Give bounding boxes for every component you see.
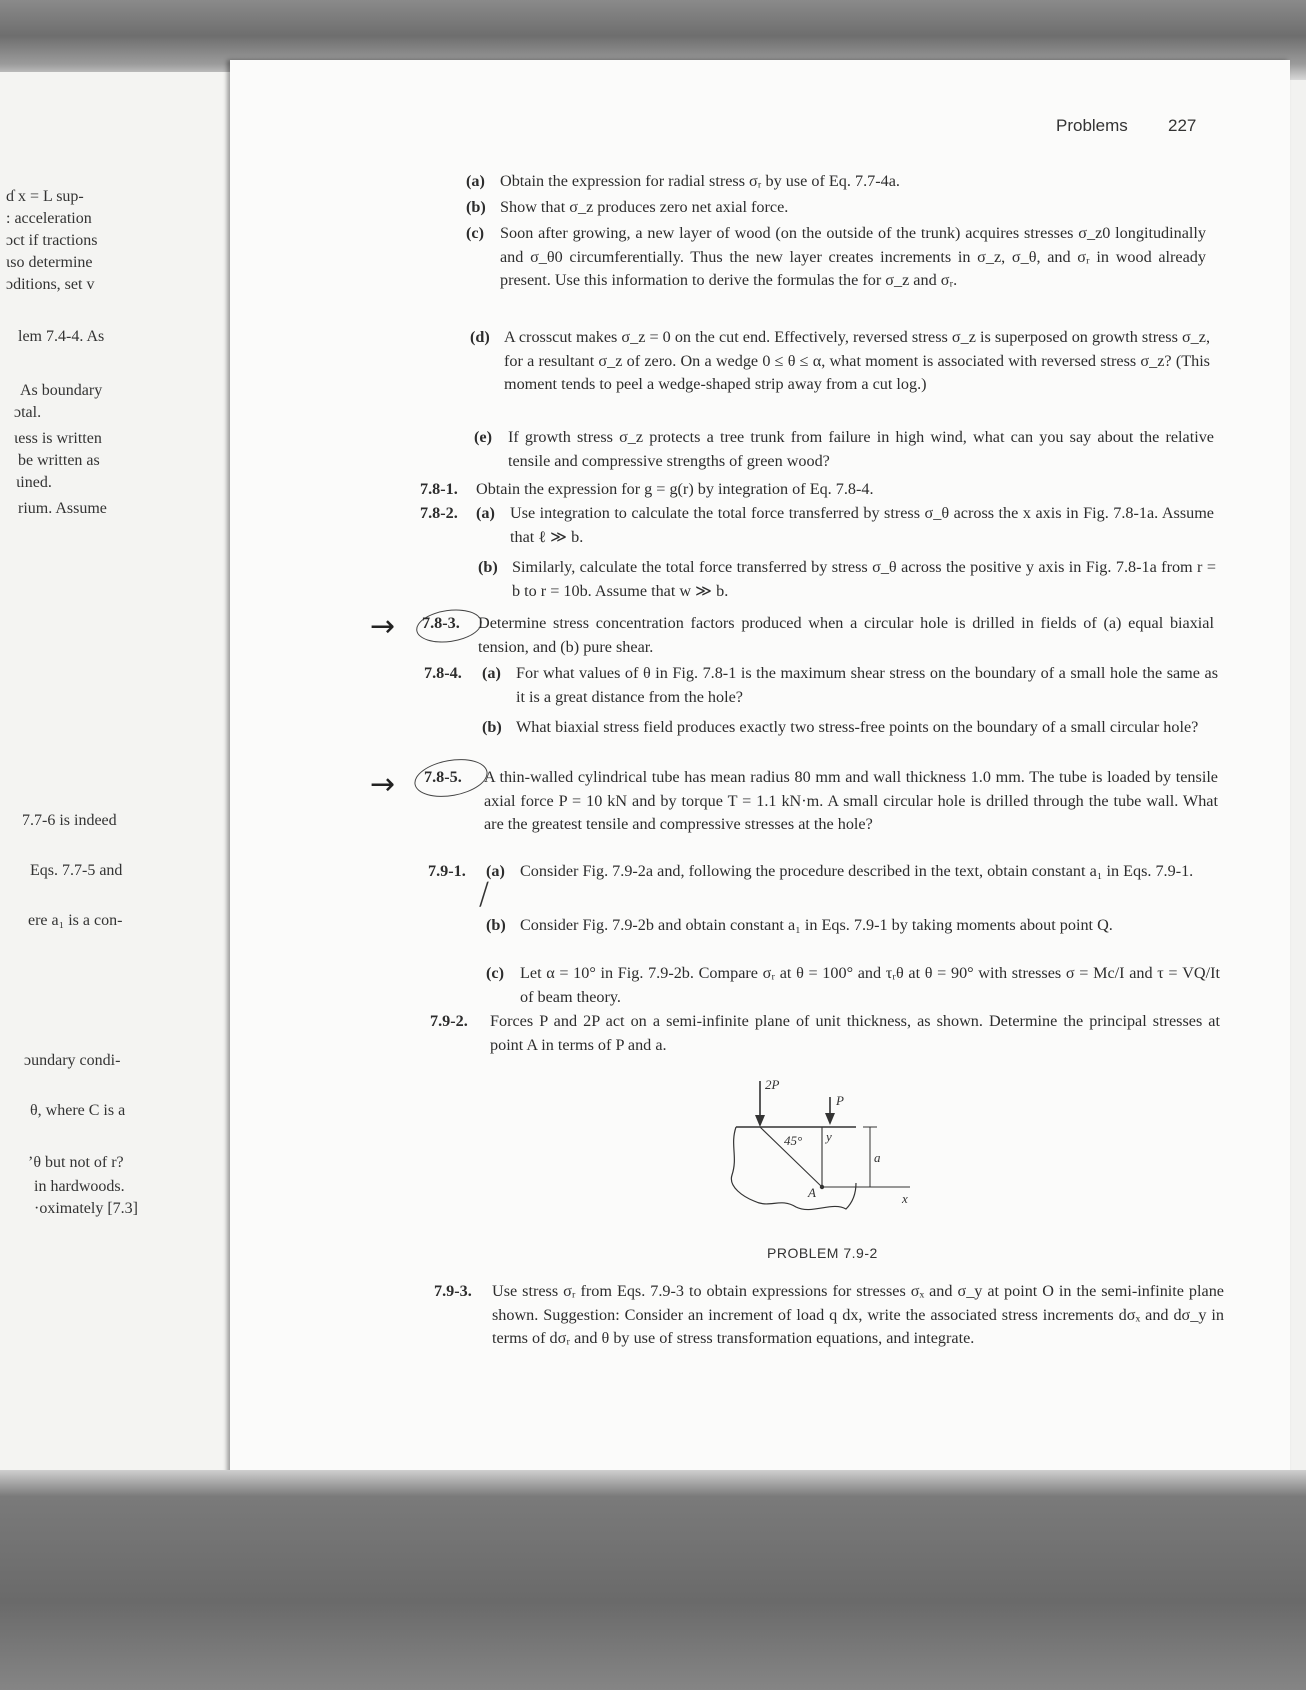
subpart-label: (a)	[476, 504, 495, 522]
subpart-text: Consider Fig. 7.9-2b and obtain constant a₁ in Eqs. 7.9-1 by taking moments about point Q.	[520, 916, 1113, 934]
running-head: Problems	[1056, 116, 1128, 135]
subpart-text: What biaxial stress field produces exactly two stress-free points on the boundary of a small circular hole?	[516, 718, 1199, 736]
subpart-e	[474, 426, 1214, 474]
left-line: lem 7.4-4. As	[18, 328, 105, 345]
left-line: ɗ x = L sup-	[6, 188, 84, 205]
label-x: x	[902, 1191, 908, 1206]
subpart-text: If growth stress σ_z protects a tree trunk from failure in high wind, what can you say about the relative tensile and compressive strengths of green wood?	[508, 428, 1214, 470]
subpart-label: (b)	[486, 916, 506, 934]
subpart-label: (c)	[486, 964, 504, 982]
left-line: As boundary	[20, 382, 103, 399]
subpart-b	[466, 196, 1206, 220]
problem-7-9-1	[428, 860, 1220, 1010]
problem-text: Use stress σᵣ from Eqs. 7.9-3 to obtain expressions for stresses σₓ and σ_y at point O in the semi-infinite plane shown. Suggestion: Consider an increment of load q dx, write the associated stress increments dσₓ and dσ_y in terms of dσᵣ and θ by use of stress transformation equations, and integrate.	[492, 1282, 1224, 1348]
subpart-label: (a)	[482, 664, 501, 682]
subpart-a	[486, 860, 1220, 908]
subpart-label: (d)	[470, 328, 490, 346]
problem-7-8-5	[424, 766, 1218, 862]
problem-number: 7.8-3.	[422, 614, 460, 632]
subpart-text: Obtain the expression for radial stress σᵣ by use of Eq. 7.7-4a.	[500, 172, 900, 190]
problem-number: 7.8-1.	[420, 480, 458, 498]
label-y: y	[826, 1129, 832, 1144]
left-line: Eqs. 7.7-5 and	[30, 862, 123, 879]
left-line: θ, where C is a	[30, 1102, 126, 1119]
figure-caption: PROBLEM 7.9-2	[767, 1245, 878, 1261]
left-line: ɔtal.	[14, 404, 42, 421]
problem-text: Obtain the expression for g = g(r) by integration of Eq. 7.8-4.	[476, 480, 874, 498]
scanner-shadow-bottom	[0, 1470, 1306, 1690]
label-a-point: A	[808, 1185, 816, 1200]
load-2p-arrowhead	[755, 1115, 765, 1127]
subpart-text: A crosscut makes σ_z = 0 on the cut end. Effectively, reversed stress σ_z is superposed on growth stress σ_z, for a resultant σ_z of zero. On a wedge 0 ≤ θ ≤ α, what moment is associated with reversed stress σ_z? (This moment tends to peel a wedge-shaped strip away from a cut log.)	[504, 328, 1210, 394]
subpart-text: Use integration to calculate the total force transferred by stress σ_θ across the x axis in Fig. 7.8-1a. Assume that ℓ ≫ b.	[510, 504, 1214, 546]
load-p-arrowhead	[825, 1113, 835, 1125]
left-line: ɔct if tractions	[6, 232, 98, 249]
handwritten-arrow: →	[370, 609, 396, 644]
problem-text: Forces P and 2P act on a semi-infinite plane of unit thickness, as shown. Determine the principal stresses at point A in terms of P and a.	[490, 1012, 1220, 1054]
left-line: ɩess is written	[14, 430, 102, 447]
problem-text: A thin-walled cylindrical tube has mean radius 80 mm and wall thickness 1.0 mm. The tube is loaded by tensile axial force P = 10 kN and by torque T = 1.1 kN·m. A small circular hole is drilled through the tube wall. What are the greatest tensile and compressive stresses at the hole?	[484, 768, 1218, 834]
problem-7-9-2	[430, 1010, 1220, 1058]
problem-number: 7.8-4.	[424, 664, 462, 682]
left-line: ere a₁ is a con-	[28, 912, 123, 929]
handwritten-arrow: →	[370, 767, 396, 802]
subpart-c	[466, 222, 1206, 318]
problem-number: 7.9-3.	[434, 1282, 472, 1300]
subpart-d	[470, 326, 1210, 422]
subpart-label: (b)	[478, 558, 498, 576]
left-line: ’θ but not of r?	[28, 1154, 124, 1171]
left-line: ·oximately [7.3]	[34, 1200, 138, 1217]
label-45deg: 45°	[784, 1133, 803, 1148]
left-line: ɩined.	[16, 474, 52, 491]
subpart-label: (c)	[466, 224, 484, 242]
subpart-text: Let α = 10° in Fig. 7.9-2b. Compare σᵣ at θ = 100° and τᵣθ at θ = 90° with stresses σ = Mc/I and τ = VQ/It of beam theory.	[520, 964, 1220, 1006]
left-page-edge	[0, 72, 230, 1472]
handwritten-tick: ╱	[476, 883, 492, 907]
subpart-label: (a)	[486, 862, 505, 880]
left-line: ɩso determine	[6, 254, 93, 271]
subpart-label: (a)	[466, 172, 485, 190]
label-a-dim: a	[874, 1150, 881, 1165]
problem-7-8-2	[420, 502, 1214, 616]
subpart-a	[482, 662, 1218, 710]
problem-7-8-1	[420, 478, 1210, 502]
problem-number: 7.8-5.	[424, 768, 462, 786]
subpart-text: Soon after growing, a new layer of wood (on the outside of the trunk) acquires stresses σ_z0 longitudinally and σ_θ0 circumferentially. Thus the new layer creates increments in σ_z, σ_θ, and σᵣ in wood already present. Use this information to derive the formulas the for σ_z and σᵣ.	[500, 224, 1206, 290]
subpart-a	[466, 170, 1206, 194]
problem-7-8-3	[422, 612, 1214, 660]
subpart-a	[476, 502, 1214, 550]
problem-7-9-3	[434, 1280, 1224, 1376]
problem-7-8-4	[424, 662, 1218, 766]
subpart-text: Show that σ_z produces zero net axial force.	[500, 198, 789, 216]
problem-number: 7.9-2.	[430, 1012, 468, 1030]
left-line: : acceleration	[6, 210, 92, 227]
left-line: in hardwoods.	[34, 1178, 125, 1195]
label-2p: 2P	[765, 1077, 780, 1092]
subpart-text: For what values of θ in Fig. 7.8-1 is the maximum shear stress on the boundary of a small hole the same as it is a great distance from the hole?	[516, 664, 1218, 706]
left-line: rium. Assume	[18, 500, 107, 517]
problem-number: 7.9-1.	[428, 862, 466, 880]
subpart-b	[486, 914, 1220, 962]
left-line: ɔditions, set v	[6, 276, 95, 293]
subpart-label: (b)	[466, 198, 486, 216]
problem-number: 7.8-2.	[420, 504, 458, 522]
label-p: P	[836, 1093, 844, 1108]
subpart-label: (e)	[474, 428, 492, 446]
left-line: be written as	[18, 452, 100, 469]
subpart-text: Consider Fig. 7.9-2a and, following the procedure described in the text, obtain constant a₁ in Eqs. 7.9-1.	[520, 862, 1194, 880]
subpart-text: Similarly, calculate the total force transferred by stress σ_θ across the positive y axis in Fig. 7.8-1a from r = b to r = 10b. Assume that w ≫ b.	[512, 558, 1216, 600]
subpart-c	[486, 962, 1220, 1010]
subpart-b	[478, 556, 1216, 604]
subpart-label: (b)	[482, 718, 502, 736]
problem-figure	[720, 1075, 940, 1240]
left-line: ɔundary condi-	[24, 1052, 121, 1069]
subpart-b	[482, 716, 1218, 764]
left-line: 7.7-6 is indeed	[22, 812, 117, 829]
page-number: 227	[1168, 116, 1197, 135]
problem-text: Determine stress concentration factors produced when a circular hole is drilled in fields of (a) equal biaxial tension, and (b) pure shear.	[478, 614, 1214, 656]
